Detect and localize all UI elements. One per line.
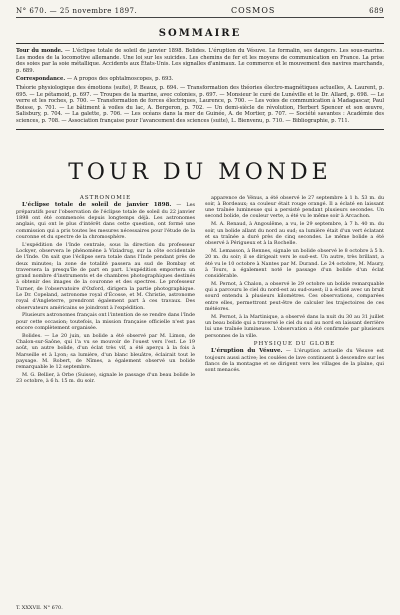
vesuvius-lead: L'éruption du Vésuve.: [211, 348, 283, 355]
physics-heading: PHYSIQUE DU GLOBE: [253, 340, 336, 347]
journal-name: COSMOS: [230, 6, 276, 15]
summary-bottom-rule: [16, 129, 384, 130]
summary-rule: [16, 43, 384, 44]
summary-tour: [16, 48, 384, 74]
article-columns: [16, 195, 384, 387]
vesuvius-text: — L'éruption actuelle du Vésuve est toujours aussi active; les coulées de lave continuent à descendre sur les flancs de la montagne et se dirigent vers les villages de la plaine, qui sont menacés.: [205, 348, 384, 374]
astronomy-heading: ASTRONOMIE: [79, 194, 132, 201]
page-number: 689: [369, 7, 384, 15]
summary-correspondance: [16, 76, 384, 83]
eclipse-lead: L'éclipse totale de soleil de janvier 1898.: [22, 202, 172, 209]
eclipse-text: — Les préparatifs pour l'observation de l'éclipse totale de soleil du 22 janvier 1898 ont été commencés depuis longtemps déjà. Les astronomes anglais, qui ont le plus d'intérêt dans cette question, ont formé une commission qui a pris toutes les mesures nécessaires pour l'étude de la couronne et du spectre de la chromosphère.: [16, 202, 195, 240]
running-header: [16, 6, 384, 18]
issue-number: N° 670. — 25 novembre 1897.: [16, 7, 138, 15]
summary-tour-text: — L'éclipse totale de soleil de janvier 1898. Bolides. L'éruption du Vésuve. Le formalin, ses dangers. Les sous-marins. Les modes de la locomotive allemande. Une loi sur les suicides. Les chemins de fer et les moyens de communication en France. La prise des soies par la soie métallique. Accidents aux États-Unis. Les signalles d'animaux. Le commerce et le mouvement des navires marchands, p. 689.: [16, 48, 384, 74]
left-paragraph: Plusieurs astronomes français ont l'intention de se rendre dans l'Inde pour cette occasion; toutefois, la mission française officielle n'est pas encore complètement organisée.: [16, 312, 195, 331]
right-paragraph: M. Pernot, à Chalon, a observé le 29 octobre un bolide remarquable qui a parcouru le ciel du nord-est au sud-ouest; il a éclaté avec un bruit sourd entendu à plusieurs kilomètres. Ces observations, comparées entre elles, permettront peut-être de calculer les trajectoires de ces météores.: [205, 280, 384, 313]
left-paragraph: M. G. Bellier, à Orbe (Suisse), signale le passage d'un beau bolide le 23 octobre, à 6 h. 15 m. du soir.: [16, 372, 195, 385]
right-paragraph: M. A. Renaud, à Angoulême, a vu, le 29 septembre, à 7 h. 40 m. du soir, un bolide allant du nord au sud; sa lumière était d'un vert éclatant et sa traînée a duré près de cinq secondes. Le même bolide a été observé à Périgueux et à la Rochelle.: [205, 221, 384, 247]
section-title: TOUR DU MONDE: [68, 159, 332, 185]
left-paragraph: Bolides. — Le 20 juin, un bolide a été observé par M. Limon, de Chalon-sur-Saône, qui l'a vu se mouvoir de l'ouest vers l'est. Le 19 août, un autre bolide, d'un éclat très vif, a été aperçu à la fois à Marseille et à Lyon; sa lumière, d'un blanc bleuâtre, éclairait tout le paysage. M. Robert, de Nîmes, a également observé un bolide remarquable le 12 septembre.: [16, 332, 195, 371]
summary-block: [16, 48, 384, 125]
summary-tour-label: Tour du monde.: [16, 48, 63, 54]
left-column: [16, 195, 195, 387]
vesuvius-paragraph: [205, 348, 384, 373]
summary-correspondance-label: Correspondance.: [16, 76, 66, 83]
summary-articles: Théorie physiologique des émotions (suite), P. Beaux, p. 694. — Transformation des théories électro-magnétiques actuelles, A. Laurent, p. 695. — Le pétamoid, p. 697. — Troupes de la marine, avec colonies, p. 697. — Monsieur le curé de Lunéville et le Dr. Allard, p. 698. — Le verre et les roches, p. 700. — Transformation de forces électriques, Laurence, p. 700. — Les voies de communication à Madagascar, Paul Boisse, p. 701. — Le bâtiment à voiles du lac, A. Bergeron, p. 702. — Un demi-siècle de révolution, Herbert Spencer et son œuvre, Salisbury, p. 704. — La galette, p. 706. — Les océans dans la mer de Guinée, A. de Mortier, p. 707. — Société savantes : Académie des sciences, p. 708. — Association française pour l'avancement des sciences (suite), L. Bienvenu, p. 710. — Bibliographie, p. 711.: [16, 84, 384, 124]
summary-correspondance-text: — A propos des ophtalmoscopes, p. 693.: [66, 76, 174, 83]
right-paragraph: M. Lemasson, à Rennes, signale un bolide observé le 8 octobre à 5 h. 20 m. du soir; il se dirigeait vers le sud-est. Un autre, très brillant, a été vu le 10 octobre à Nantes par M. Durand. Le 24 octobre, M. Maury, à Tours, a également noté le passage d'un bolide d'un éclat considérable.: [205, 247, 384, 280]
summary-title: SOMMAIRE: [158, 28, 242, 39]
left-paragraph: L'expédition de l'Inde centrale, sous la direction du professeur Lockyer, observera le phénomène à Viziadrug, sur la côte occidentale de l'Inde. On sait que l'éclipse sera totale dans l'Inde pendant près de deux minutes; la zone de totalité passera au sud de Bombay et traversera la presqu'île de part en part. L'expédition emportera un grand nombre d'instruments et de chambres photographiques destinés à obtenir des images de la couronne et des spectres. Le professeur Turner, de l'observatoire d'Oxford, dirigera la partie photographique. Le Dr. Copeland, astronome royal d'Écosse, et M. Christie, astronome royal d'Angleterre, prendront également part à ces travaux. Des observateurs américains se joindront à l'expédition.: [16, 241, 195, 311]
right-paragraph: M. Pernot, à la Martinique, a observé dans la nuit du 30 au 31 juillet un beau bolide qui a traversé le ciel du sud au nord en laissant derrière lui une traînée lumineuse. L'observation a été confirmée par plusieurs personnes de la ville.: [205, 313, 384, 339]
right-column: [205, 195, 384, 387]
page-footer: T. XXXVII. N° 670.: [16, 605, 63, 611]
right-paragraph: apparence de Vénus, a été observé le 27 septembre à 1 h. 53 m. du soir, à Bordeaux; sa couleur était rouge orangé. Il a éclaté en laissant une traînée lumineuse qui a persisté pendant plusieurs secondes. Un second bolide, de couleur verte, a été vu le même soir à Arcachon.: [205, 194, 384, 220]
eclipse-paragraph: [16, 202, 195, 240]
